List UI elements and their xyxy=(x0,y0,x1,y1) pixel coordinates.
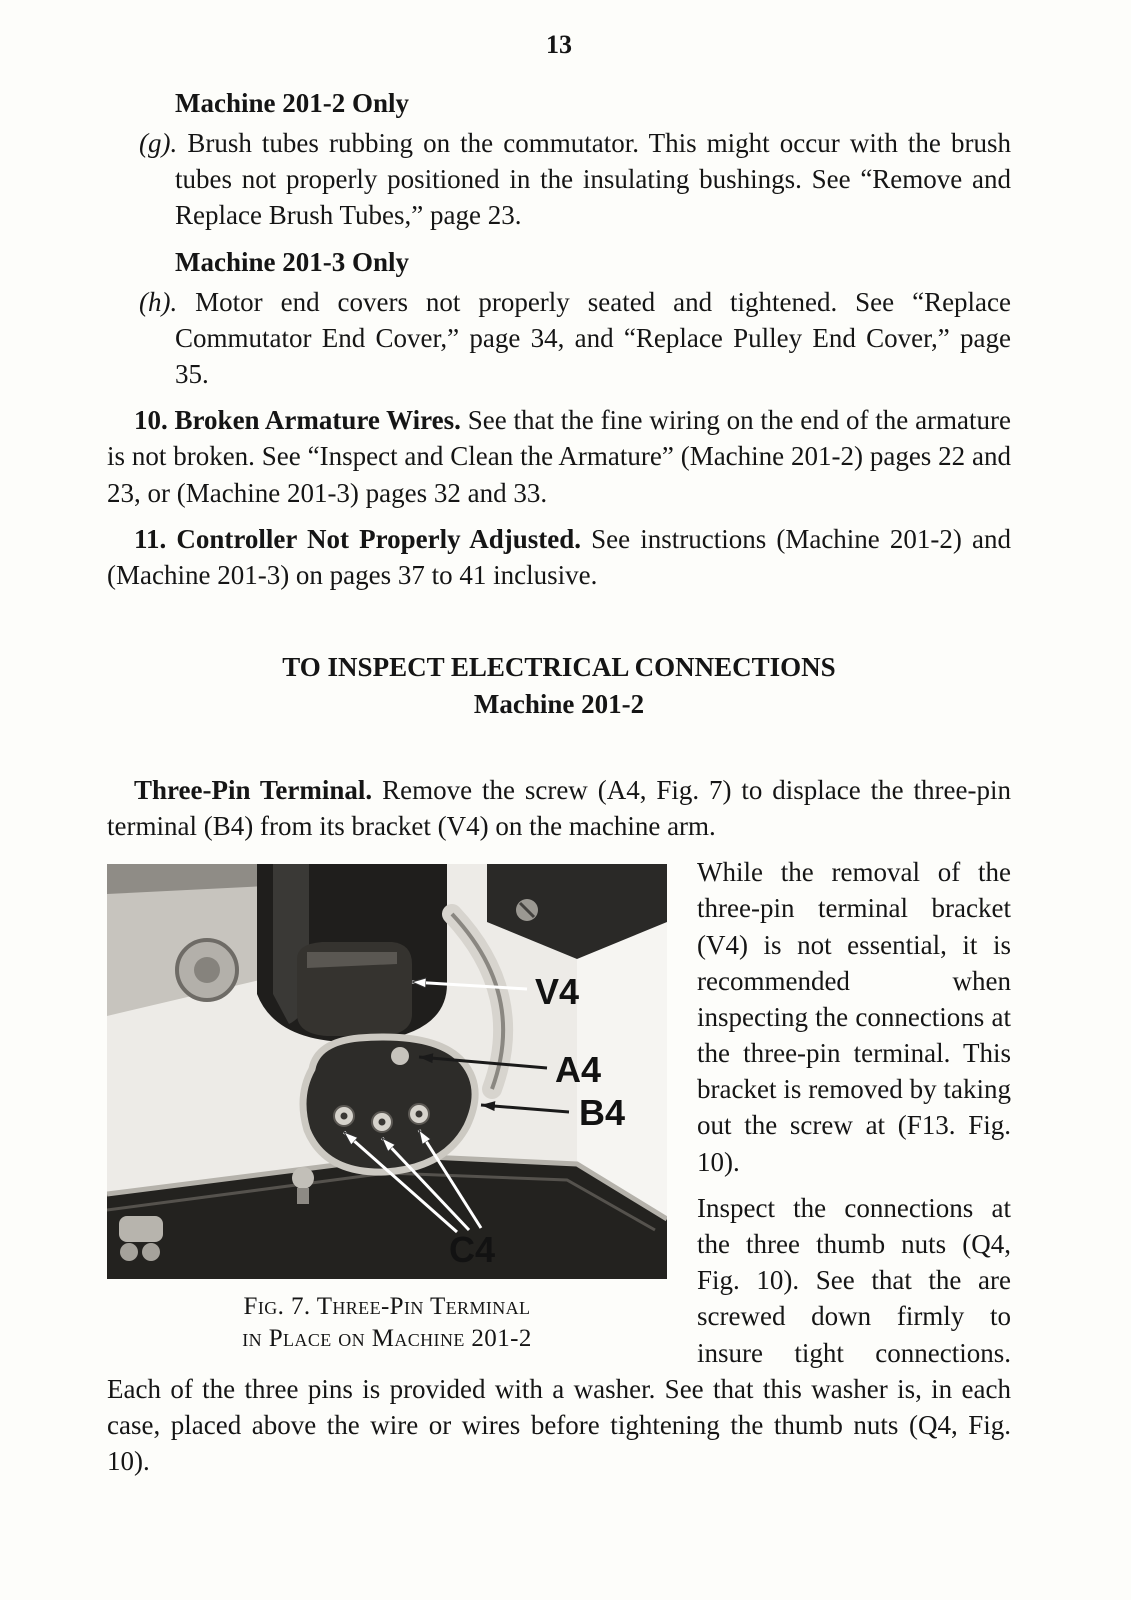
item-g-text: Brush tubes rubbing on the commutator. This might occur with the brush tubes not properly positioned in the insulating bushings. See “Remove and Replace Brush Tubes,” page 23. xyxy=(175,128,1011,231)
heading-machine-201-3-only: Machine 201-3 Only xyxy=(175,246,409,277)
three-pin-lead: Three-Pin Terminal. xyxy=(134,774,373,805)
figure-caption xyxy=(107,1291,667,1354)
section-title-line1: TO INSPECT ELECTRICAL CONNECTIONS xyxy=(282,652,836,683)
figure-label-a4: A4 xyxy=(555,1049,602,1091)
terminal-screw-a4 xyxy=(391,1047,409,1065)
paragraph-three-pin-terminal xyxy=(107,772,1011,844)
figure-7 xyxy=(107,864,667,1354)
three-pin-terminal-plate xyxy=(303,1037,475,1172)
item-g-label: (g). xyxy=(139,128,178,158)
paragraph-item-h xyxy=(107,284,1011,393)
item-10-lead: 10. Broken Armature Wires. xyxy=(134,405,461,436)
paragraph-item-10 xyxy=(107,402,1011,511)
section-title-line2: Machine 201-2 xyxy=(473,688,645,719)
paragraph-item-g xyxy=(107,125,1011,234)
item-11-text: See instructions (Machine 201-2) and (Machine 201-3) on pages 37 to 41 inclusive. xyxy=(107,523,1011,590)
figure-caption-line1: Fig. 7. Three-Pin Terminal xyxy=(243,1293,531,1321)
page-number: 13 xyxy=(546,30,572,59)
machine-foot xyxy=(119,1216,163,1242)
thumb-screw xyxy=(292,1167,314,1189)
paragraph-wrap-2: Inspect the connections at the three thumb nuts (Q4, Fig. 10). See that the are screwed down firmly to insure tight connections. Each of the three pins is provided with a washer. See that this washer is, in each case, placed above the wire or wires before tightening the thumb nuts (Q4, Fig. 10). xyxy=(107,1192,1011,1477)
figure-photo xyxy=(107,864,667,1279)
figure-caption-line2: in Place on Machine 201-2 xyxy=(242,1324,532,1352)
item-10-text: See that the fine wiring on the end of the armature is not broken. See “Inspect and Clean the Armature” (Machine 201-2) pages 22 and 23, or (Machine 201-3) pages 32 and 33. xyxy=(107,405,1012,508)
paragraph-item-11 xyxy=(107,521,1011,593)
item-h-text: Motor end covers not properly seated and tightened. See “Replace Commutator End Cover,” page 34, and “Replace Pulley End Cover,” page 35. xyxy=(175,286,1012,390)
section-title xyxy=(107,649,1011,722)
heading-machine-201-2-only: Machine 201-2 Only xyxy=(175,87,409,118)
three-pin-text: Remove the screw (A4, Fig. 7) to displace the three-pin terminal (B4) from its bracket (V4) on the machine arm. xyxy=(107,774,1011,842)
item-h-label: (h). xyxy=(139,286,178,317)
figure-label-v4: V4 xyxy=(535,971,580,1013)
item-11-lead: 11. Controller Not Properly Adjusted. xyxy=(134,523,581,554)
figure-label-c4: C4 xyxy=(449,1229,496,1271)
figure-label-b4: B4 xyxy=(579,1092,626,1134)
paragraph-wrap-1: While the removal of the three-pin terminal bracket (V4) is not essential, it is recommended when inspecting the connections at the three-pin terminal. This bracket is removed by taking out the screw at (F13. Fig. 10). xyxy=(697,857,1011,1177)
